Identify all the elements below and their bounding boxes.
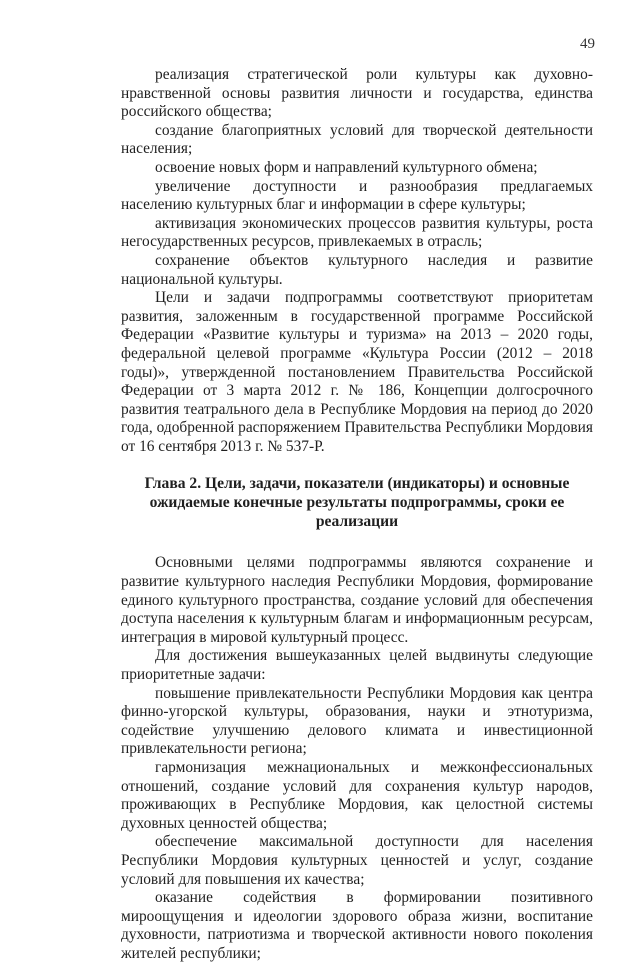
paragraph: сохранение объектов культурного наследия и развитие национальной культуры.	[121, 251, 593, 288]
section-1	[121, 66, 593, 456]
paragraph: Цели и задачи подпрограммы соответствуют приоритетам развития, заложенным в государственной программе Российской Федерации «Развитие культуры и туризма» на 2013 – 2020 годы, федеральной целевой программе «Культура России (2012 – 2018 годы)», утвержденной постановлением Правительства Российской Федерации от 3 марта 2012 г. № 186, Концепции долгосрочного развития театрального дела в Республике Мордовия на период до 2020 года, одобренной распоряжением Правительства Республики Мордовия от 16 сентября 2013 г. № 537-Р.	[121, 289, 593, 455]
paragraph: гармонизация межнациональных и межконфессиональных отношений, создание условий для сохранения культур народов, проживающих в Республике Мордовия, как целостной системы духовных ценностей общества;	[121, 759, 593, 832]
paragraph: оказание содействия в формировании позитивного мироощущения и идеологии здорового образа жизни, воспитание духовности, патриотизма и творческой активности нового поколения жителей республики;	[121, 889, 593, 962]
paragraph: обеспечение максимальной доступности для населения Республики Мордовия культурных ценностей и услуг, создание условий для повышения их качества;	[121, 833, 593, 888]
section-2	[121, 554, 593, 963]
paragraph: Основными целями подпрограммы являются сохранение и развитие культурного наследия Республики Мордовия, формирование единого культурного пространства, создание условий для обеспечения доступа населения к культурным благам и информационным ресурсам, интеграция в мировой культурный процесс.	[121, 554, 593, 646]
page-number: 49	[580, 36, 595, 52]
paragraph: реализация стратегической роли культуры как духовно-нравственной основы развития личности и государства, единства российского общества;	[121, 66, 593, 121]
chapter-heading: Глава 2. Цели, задачи, показатели (индикаторы) и основные ожидаемые конечные результаты подпрограммы, сроки ее реализации	[144, 475, 570, 531]
paragraph: Для достижения вышеуказанных целей выдвинуты следующие приоритетные задачи:	[121, 647, 593, 684]
paragraph: активизация экономических процессов развития культуры, роста негосударственных ресурсов, привлекаемых в отрасль;	[121, 214, 593, 251]
paragraph: повышение привлекательности Республики Мордовия как центра финно-угорской культуры, образования, науки и этнотуризма, содействие улучшению делового климата и инвестиционной привлекательности региона;	[121, 684, 593, 758]
paragraph: освоение новых форм и направлений культурного обмена;	[155, 158, 538, 176]
paragraph: увеличение доступности и разнообразия предлагаемых населению культурных благ и информации в сфере культуры;	[121, 177, 593, 214]
paragraph: создание благоприятных условий для творческой деятельности населения;	[121, 121, 593, 158]
document-body	[121, 66, 593, 964]
